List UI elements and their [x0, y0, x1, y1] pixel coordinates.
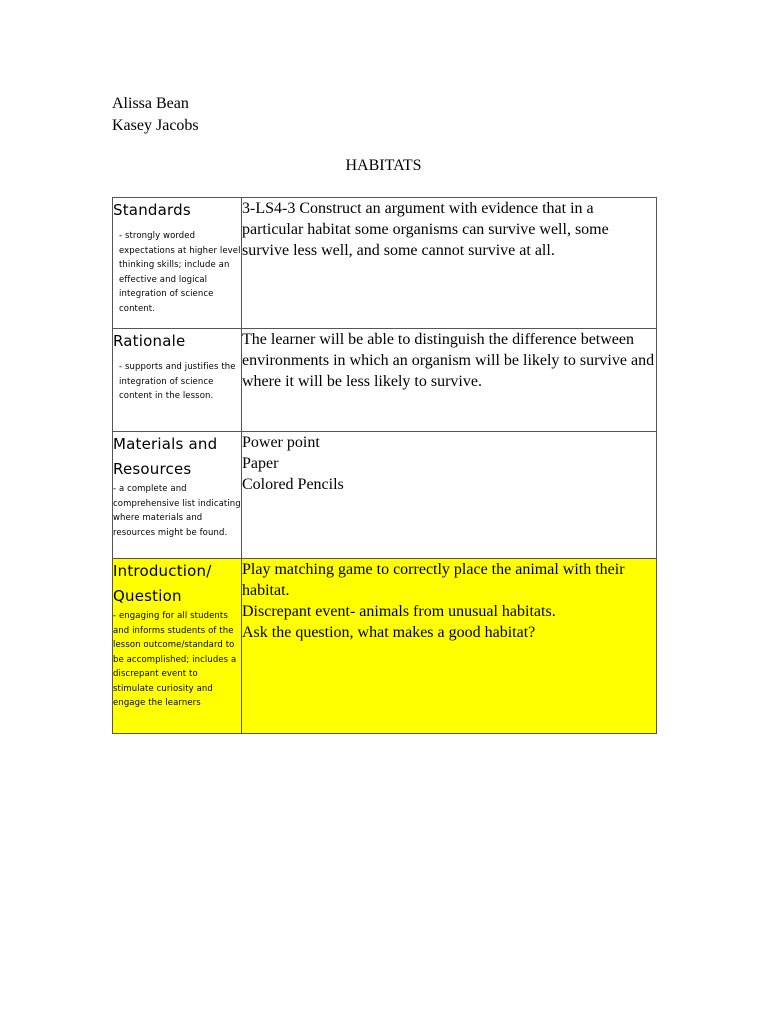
row-description: - strongly worded expectations at higher level thinking skills; include an effective and logical integration of science content. — [119, 231, 241, 314]
criteria-cell — [113, 559, 242, 734]
lesson-plan-table — [112, 197, 657, 734]
criteria-cell — [113, 198, 242, 329]
table-row-standards — [113, 198, 657, 329]
content-line: Power point — [242, 434, 320, 451]
content-cell — [242, 432, 657, 559]
table-row-introduction — [113, 559, 657, 734]
content-line: Colored Pencils — [242, 476, 344, 493]
content-line: Play matching game to correctly place the animal with their habitat. — [242, 561, 625, 599]
author-name: Alissa Bean — [112, 95, 189, 112]
row-description: - engaging for all students and informs students of the lesson outcome/standard to be accomplished; includes a discrepant event to stimulate curiosity and engage the learners — [113, 611, 237, 708]
criteria-cell — [113, 432, 242, 559]
content-line: The learner will be able to distinguish the difference between environments in which an organism will be likely to survive and where it will be less likely to survive. — [242, 331, 655, 390]
row-heading: Rationale — [113, 332, 186, 350]
content-line: 3-LS4-3 Construct an argument with evidence that in a particular habitat some organisms can survive well, some survive less well, and some cannot survive at all. — [242, 200, 609, 259]
content-cell — [242, 198, 657, 329]
content-line: Paper — [242, 455, 279, 472]
table-row-materials — [113, 432, 657, 559]
table-row-rationale — [113, 329, 657, 432]
row-heading: Introduction/ Question — [113, 562, 212, 605]
author-name: Kasey Jacobs — [112, 117, 199, 134]
criteria-cell — [113, 329, 242, 432]
row-description: - supports and justifies the integration of science content in the lesson. — [119, 362, 236, 401]
row-description: - a complete and comprehensive list indicating where materials and resources might be found. — [113, 484, 241, 538]
row-heading: Standards — [113, 201, 191, 219]
content-line: Discrepant event- animals from unusual habitats. — [242, 603, 556, 620]
document-title: HABITATS — [345, 157, 422, 174]
content-cell — [242, 559, 657, 734]
content-line: Ask the question, what makes a good habitat? — [242, 624, 536, 641]
row-heading: Materials and Resources — [113, 435, 218, 478]
content-cell — [242, 329, 657, 432]
